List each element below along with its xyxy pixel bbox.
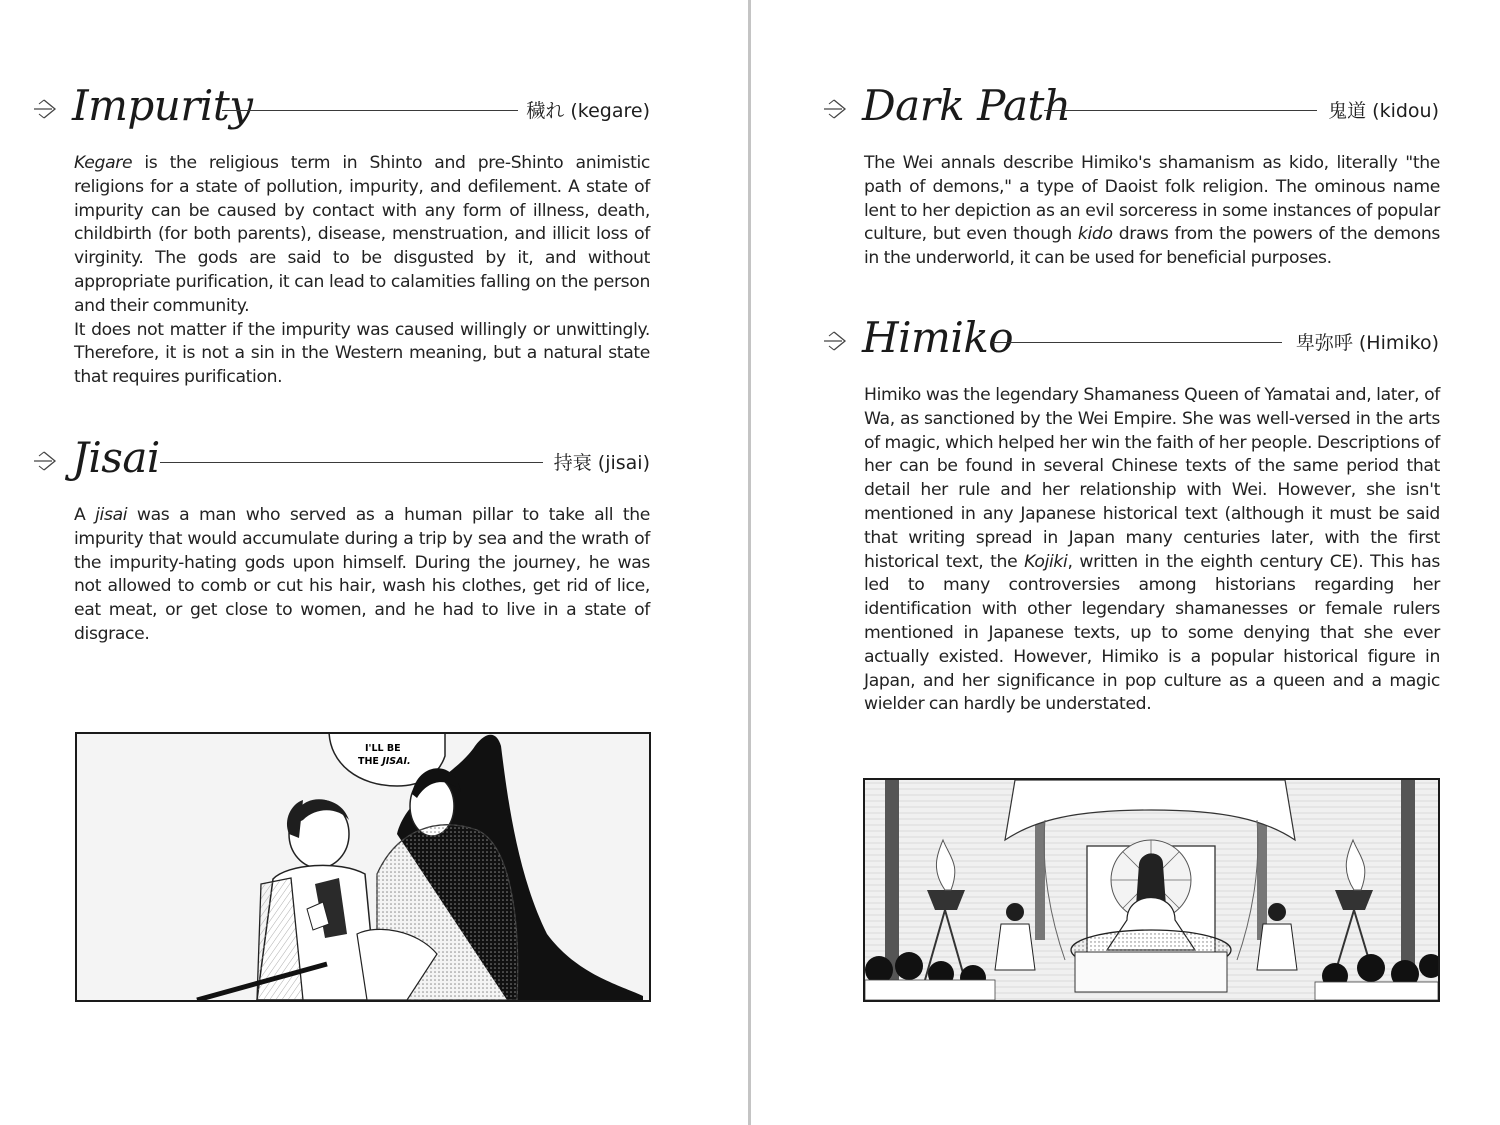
text-run: The Wei annals describe Himiko's shamanism as kido, literally "the path of demons," a type of Daoist folk religion. The ominous name lent to her depiction as an evil sorceress in some instances of popular culture, but even though xyxy=(864,153,1440,245)
entry-header xyxy=(32,432,650,492)
entry-title: Dark Path xyxy=(862,81,1071,130)
entry-header xyxy=(822,312,1439,372)
arrow-icon xyxy=(822,328,850,354)
entry-divider xyxy=(160,462,543,463)
italic-term: kido xyxy=(1077,224,1113,245)
entry-title: Impurity xyxy=(72,81,253,130)
arrow-icon xyxy=(32,96,60,122)
entry-term: 鬼道 (kidou) xyxy=(1328,100,1439,122)
manga-illustration xyxy=(77,734,649,1000)
page-spine xyxy=(748,0,751,1125)
manga-panel-jisai xyxy=(75,732,651,1002)
entry-term: 穢れ (kegare) xyxy=(526,100,650,122)
entry-divider xyxy=(222,110,518,111)
entry-divider xyxy=(1044,110,1317,111)
entry-body xyxy=(74,504,650,647)
entry-body xyxy=(864,384,1440,717)
entry-divider xyxy=(992,342,1282,343)
text-run: A xyxy=(74,505,96,525)
paragraph xyxy=(864,152,1440,271)
entry-term: 持衰 (jisai) xyxy=(553,452,650,474)
entry-term: 卑弥呼 (Himiko) xyxy=(1295,332,1439,354)
paragraph xyxy=(74,152,650,319)
italic-term: jisai xyxy=(95,505,128,525)
text-run: , written in the eighth century CE). This has led to many controversies among historians regarding her identification with other legendary shamanesses or female rulers mentioned in Japanese texts, up to some denying that she ever actually existed. However, Himiko is a popular historical figure in Japan, and her significance in pop culture as a queen and a magic wielder can hardly be understated. xyxy=(864,551,1441,715)
arrow-icon xyxy=(822,96,850,122)
arrow-icon xyxy=(32,448,60,474)
entry-header xyxy=(32,80,650,140)
text-run: was a man who served as a human pillar to take all the impurity that would accumulate during a trip by sea and the wrath of the impurity-hating gods upon himself. During the journey, he was not allowed to comb or cut his hair, wash his clothes, get rid of lice, eat meat, or get close to women, and he had to live in a state of disgrace. xyxy=(74,505,650,644)
italic-term: Kojiki xyxy=(1024,551,1068,572)
manga-illustration xyxy=(865,780,1438,1000)
entry-body xyxy=(74,152,650,390)
manga-panel-himiko xyxy=(863,778,1440,1002)
entry-title: Jisai xyxy=(72,433,160,482)
entry-title: Himiko xyxy=(862,313,1014,362)
text-run: draws from the powers of the demons in the underworld, it can be used for beneficial purposes. xyxy=(864,224,1440,269)
paragraph xyxy=(74,504,650,647)
entry-body xyxy=(864,152,1440,271)
entry-header xyxy=(822,80,1439,140)
text-run: is the religious term in Shinto and pre-Shinto animistic religions for a state of pollution, impurity, and defilement. A state of impurity can be caused by contact with any form of illness, death, childbirth (for both parents), disease, menstruation, and illicit loss of virginity. The gods are said to be disgusted by it, and without appropriate purification, it can lead to calamities falling on the person and their community. xyxy=(74,153,650,316)
paragraph: It does not matter if the impurity was caused willingly or unwittingly. Therefore, it is not a sin in the Western meaning, but a natural state that requires purification. xyxy=(74,319,650,388)
italic-term: Kegare xyxy=(74,153,133,173)
paragraph xyxy=(864,384,1440,717)
bubble-text: I'LL BE xyxy=(365,743,401,754)
bubble-text: THE JISAI. xyxy=(358,756,411,767)
text-run: Himiko was the legendary Shamaness Queen of Yamatai and, later, of Wa, as sanctioned by the Wei Empire. She was well-versed in the arts of magic, which helped her win the faith of her people. Descriptions of her can be found in several Chinese texts of the same period that detail her rule and her relationship with Wei. However, she isn't mentioned in any Japanese historical text (although it must be said that writing spread in Japan many centuries later, with the first historical text, the xyxy=(864,385,1440,572)
